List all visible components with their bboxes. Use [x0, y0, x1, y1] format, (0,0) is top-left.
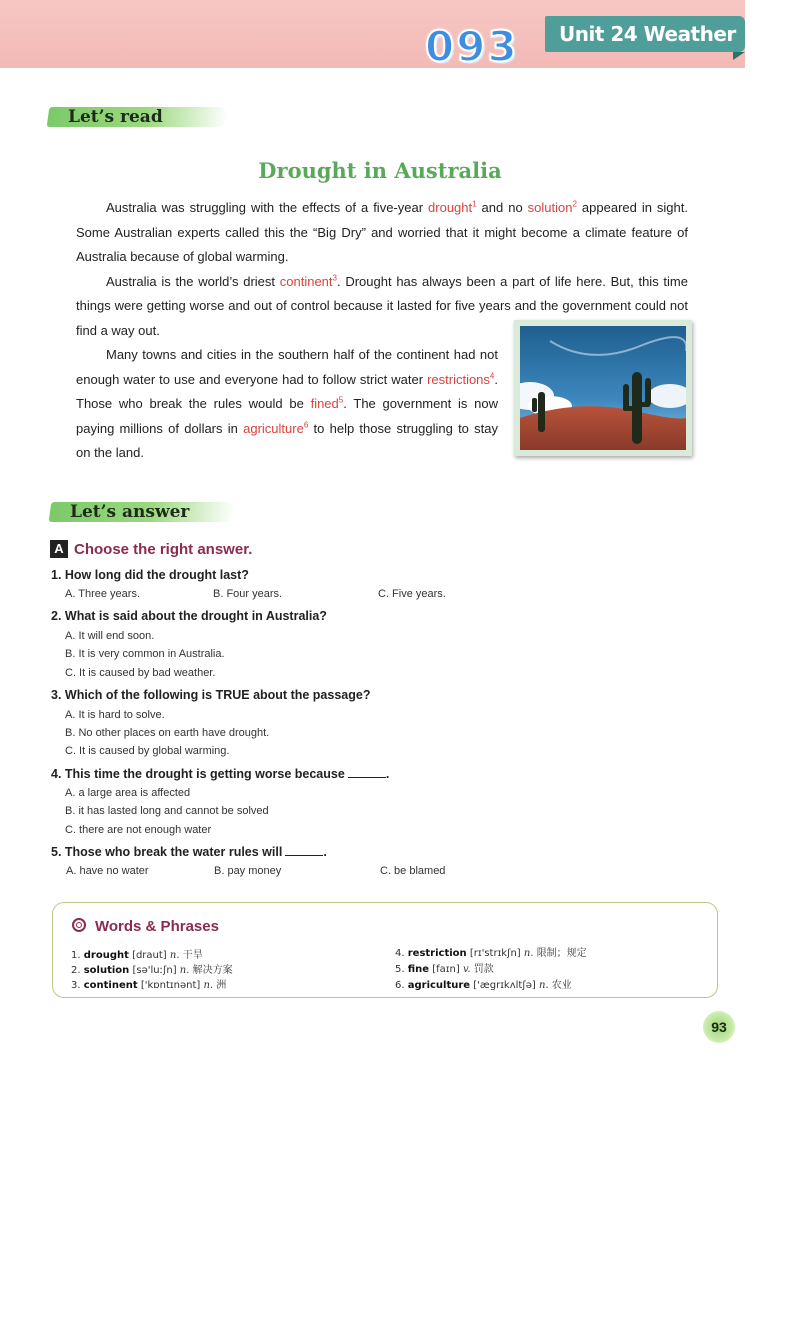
q4-option-c[interactable]: C. there are not enough water: [65, 824, 212, 836]
vocab-item-5: 5. fine [faɪn] v. 罚款: [395, 964, 494, 975]
question-4: 4. This time the drought is getting worse because .: [51, 767, 390, 781]
q4-option-b[interactable]: B. it has lasted long and cannot be solved: [65, 805, 269, 817]
answer-blank: [348, 777, 386, 778]
part-a-heading: A Choose the right answer.: [50, 540, 252, 558]
question-2: 2. What is said about the drought in Australia?: [51, 609, 327, 623]
vocab-agriculture: agriculture: [243, 420, 304, 436]
paragraph-1: Australia was struggling with the effects of a five-year drought$^1$ and no solution$^2$ appeared in sight. Some Australian experts called this the “Big Dry” and worried that it might become a climate feature of Australia because of global warming.: [76, 199, 688, 264]
vocab-item-2: 2. solution [sə'luːʃn] n. 解决方案: [71, 965, 233, 976]
vocab-item-6: 6. agriculture ['ægrɪkʌltʃə] n. 农业: [395, 980, 572, 991]
unit-tab-fold: [733, 52, 745, 60]
q4-option-a[interactable]: A. a large area is affected: [65, 787, 191, 799]
vocab-fined: fined: [310, 396, 339, 411]
vocab-restrictions: restrictions: [427, 371, 490, 387]
words-phrases-title: Words & Phrases: [72, 918, 219, 935]
lets-read-banner: Let’s read: [48, 106, 228, 128]
q2-option-c[interactable]: C. It is caused by bad weather.: [65, 667, 216, 679]
desert-cactus-icon: [520, 326, 686, 450]
paragraph-2: Australia is the world’s driest continent$^3$. Drought has always been a part of life here. But, this time things were getting worse and out of control because it lasted for five years and the government could not find a way out.: [76, 273, 688, 338]
vocab-continent: continent: [279, 273, 333, 289]
desert-cactus-picture: [514, 320, 692, 456]
page-number: 93: [703, 1011, 735, 1043]
q2-option-a[interactable]: A. It will end soon.: [65, 630, 155, 642]
vocab-solution: solution: [527, 200, 573, 215]
q2-option-b[interactable]: B. It is very common in Australia.: [65, 648, 225, 660]
q3-option-a[interactable]: A. It is hard to solve.: [65, 709, 165, 721]
q3-option-c[interactable]: C. It is caused by global warming.: [65, 745, 230, 757]
q1-option-c[interactable]: C. Five years.: [378, 588, 446, 600]
vocab-item-1: 1. drought [draut] n. 干旱: [71, 950, 203, 961]
part-letter-badge: A: [50, 540, 68, 558]
question-3: 3. Which of the following is TRUE about the passage?: [51, 688, 371, 702]
vocab-item-3: 3. continent ['kɒntɪnənt] n. 洲: [71, 980, 227, 991]
passage-title: Drought in Australia: [258, 158, 502, 183]
lets-answer-banner: Let’s answer: [50, 501, 235, 523]
question-1: 1. How long did the drought last?: [51, 568, 249, 582]
q3-option-b[interactable]: B. No other places on earth have drought.: [65, 727, 270, 739]
paragraph-3: Many towns and cities in the southern half of the continent had not enough water to use and everyone had to follow strict water restrictions$^4$. Those who break the rules would be fined$^5$. The government is now paying millions of dollars in agriculture$^6$ to help those struggling to stay on the land.: [76, 347, 499, 460]
answer-blank: [285, 855, 323, 856]
q5-option-a[interactable]: A. have no water: [66, 865, 149, 877]
unit-title-tab: Unit 24 Weather: [545, 16, 745, 52]
question-5: 5. Those who break the water rules will .: [51, 845, 327, 859]
target-icon: [72, 918, 86, 932]
q5-option-b[interactable]: B. pay money: [214, 865, 282, 877]
vocab-drought: drought: [428, 200, 473, 215]
q1-option-b[interactable]: B. Four years.: [213, 588, 283, 600]
page-badge: 093: [425, 22, 519, 71]
vocab-item-4: 4. restriction [rɪ'strɪkʃn] n. 限制；规定: [395, 948, 587, 959]
q1-option-a[interactable]: A. Three years.: [65, 588, 140, 600]
q5-option-c[interactable]: C. be blamed: [380, 865, 446, 877]
